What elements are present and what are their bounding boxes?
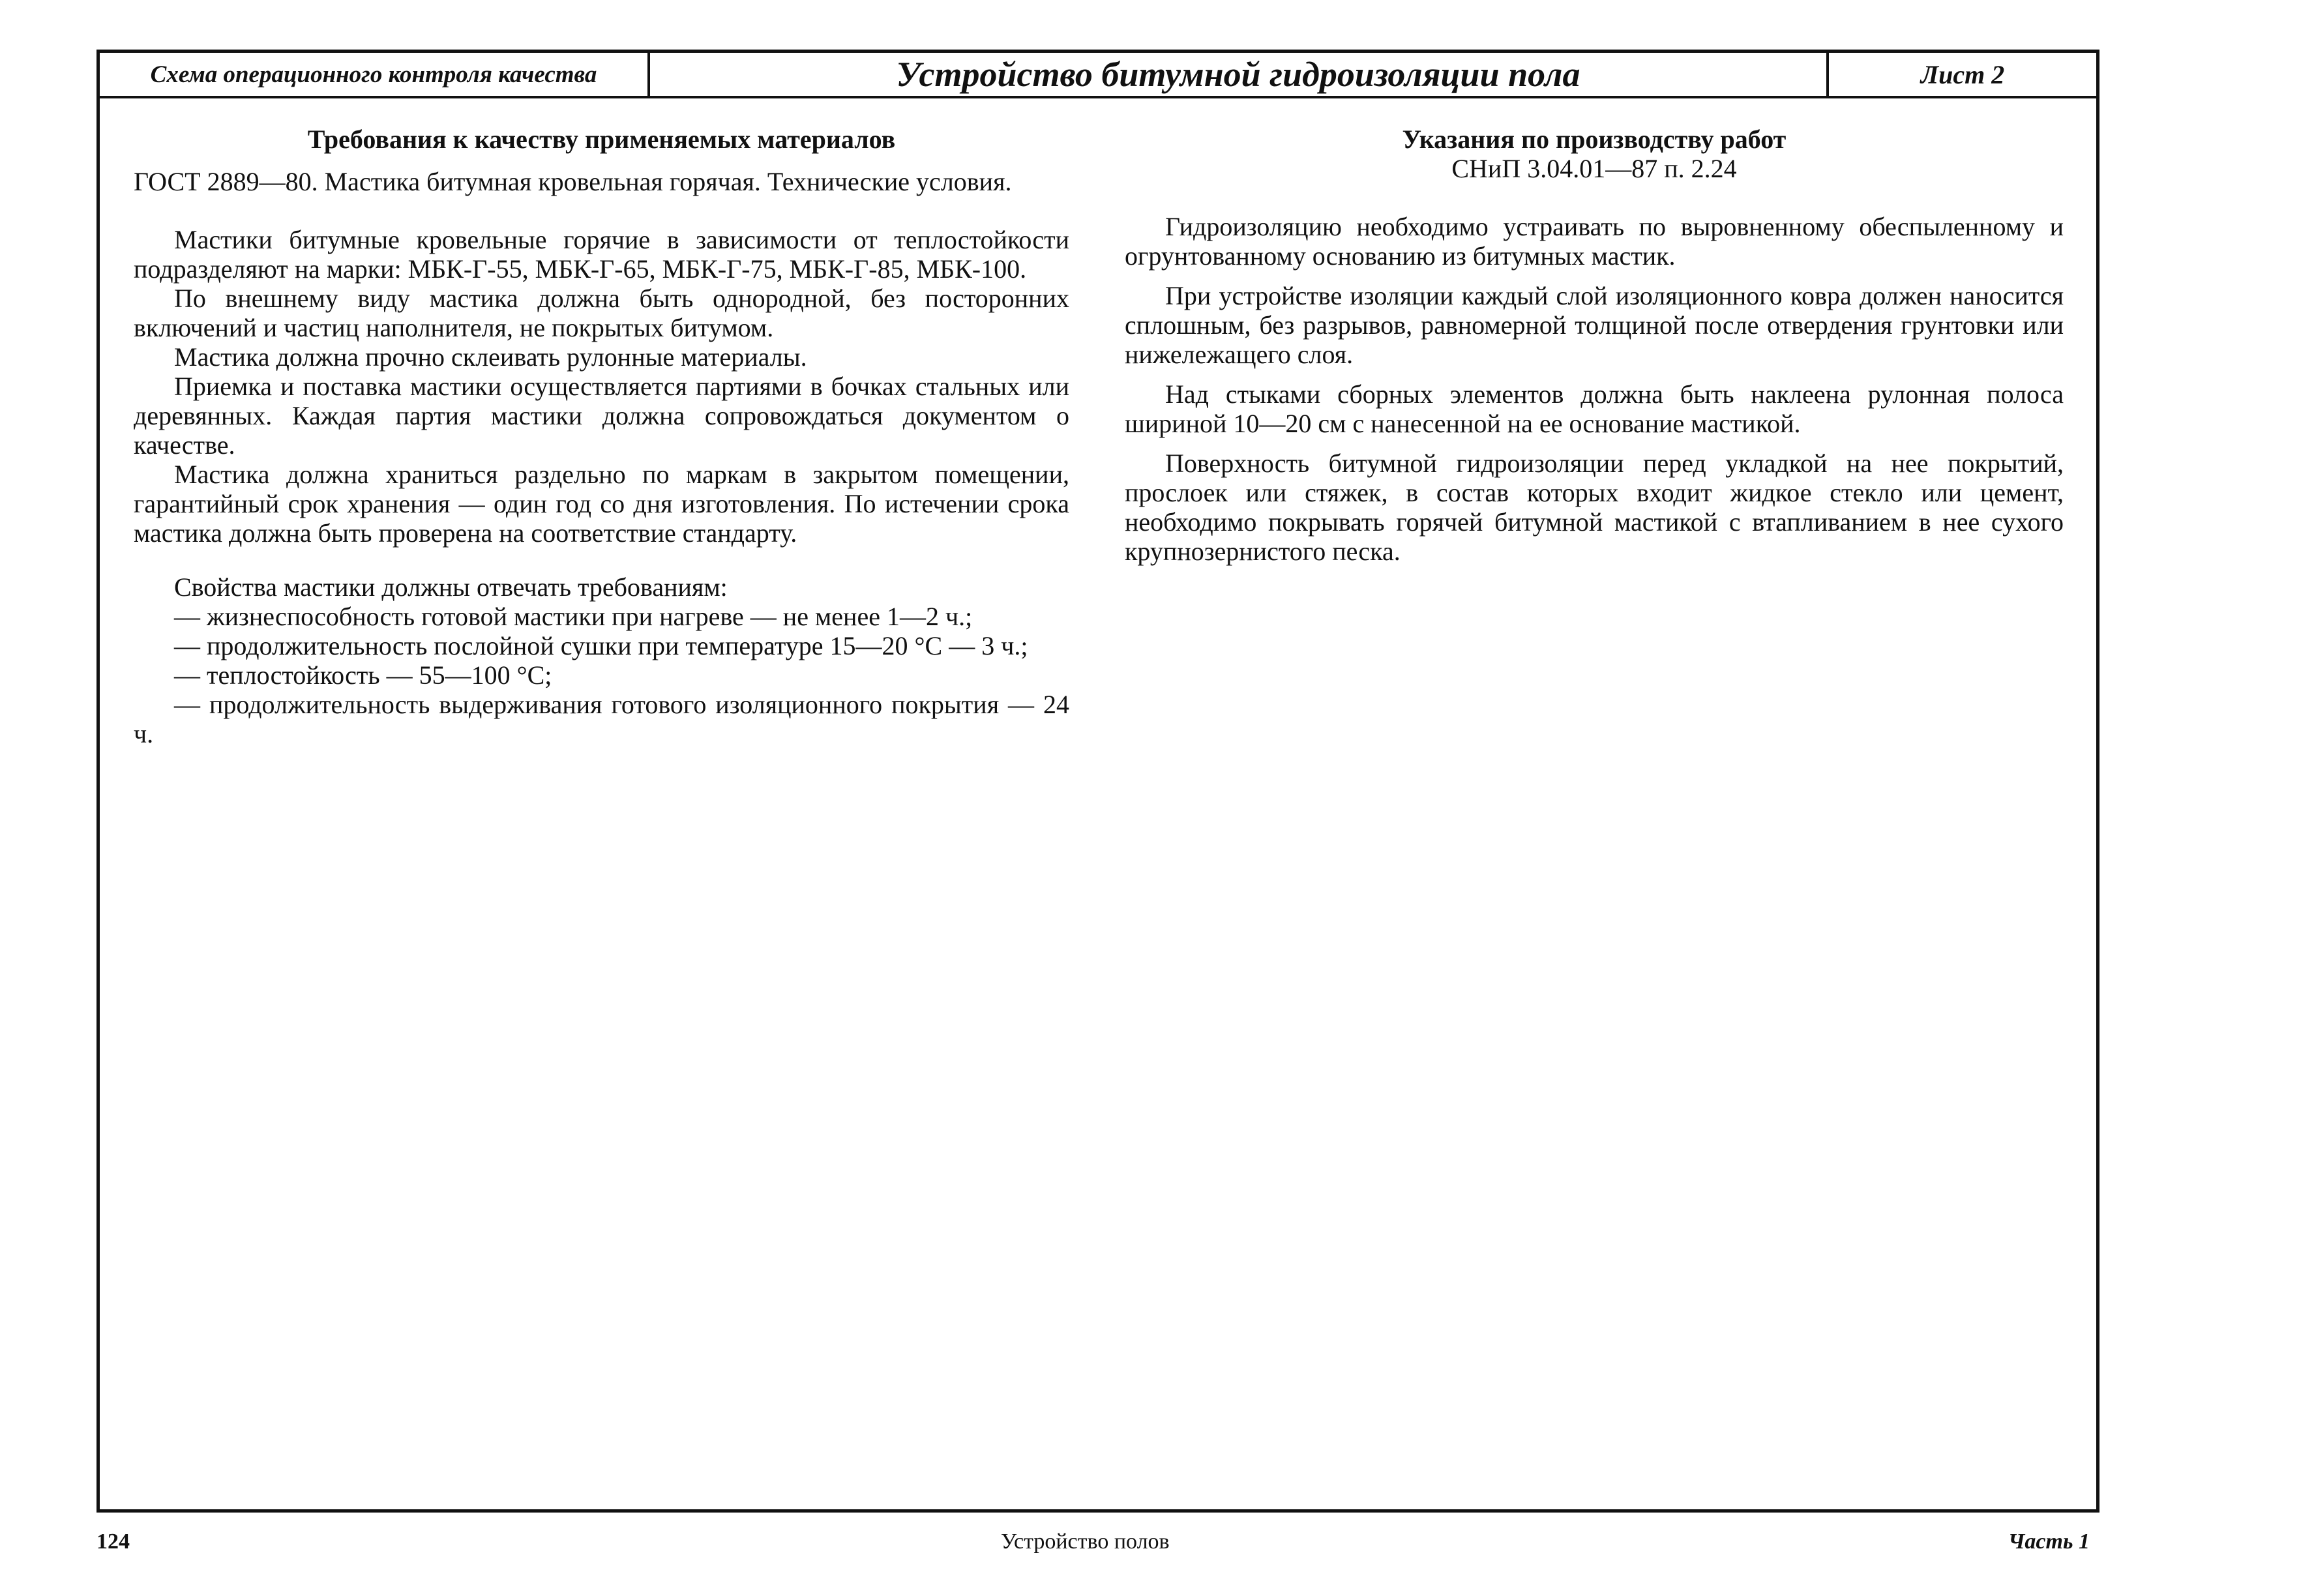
property-item: — жизнеспособность готовой мастики при нагреве — не менее 1—2 ч.; — [174, 602, 973, 631]
paragraph: Над стыками сборных элементов должна быть наклеена рулонная полоса шириной 10—20 см с нанесенной на ее основание мастикой. — [1125, 379, 2064, 438]
paragraph: Мастика должна храниться раздельно по маркам в закрытом помещении, гарантийный срок хранения — один год со дня изготовления. По истечении срока мастика должна быть проверена на соответствие стандарту. — [134, 460, 1069, 548]
paragraph: При устройстве изоляции каждый слой изоляционного ковра должен наносится сплошным, без разрывов, равномерной толщиной после отвердения грунтовки или нижележащего слоя. — [1125, 281, 2064, 369]
sheet-number: Лист 2 — [1920, 59, 2005, 89]
page-frame — [96, 50, 2099, 1513]
materials-section-title: Требования к качеству применяемых материалов — [307, 125, 896, 154]
snip-reference: СНиП 3.04.01—87 п. 2.24 — [1451, 154, 1737, 183]
property-item: — теплостойкость — 55—100 °С; — [174, 660, 552, 690]
footer-part-label: Часть 1 — [2008, 1530, 2090, 1554]
properties-intro: Свойства мастики должны отвечать требованиям: — [174, 572, 728, 602]
paragraph: Поверхность битумной гидроизоляции перед укладкой на нее покрытий, прослоек или стяжек, в состав которых входит жидкое стекло или цемент, необходимо покрывать горячей битумной мастикой с втапливанием в нее сухого крупнозернистого песка. — [1125, 449, 2064, 566]
header-table — [100, 53, 2096, 98]
paragraph: По внешнему виду мастика должна быть однородной, без посторонних включений и частиц наполнителя, не покрытых битумом. — [134, 284, 1069, 342]
paragraph: Гидроизоляцию необходимо устраивать по выровненному обеспыленному и огрунтованному основанию из битумных мастик. — [1125, 212, 2064, 271]
header-left-cell: Схема операционного контроля качества — [150, 61, 597, 88]
paragraph: Мастика должна прочно склеивать рулонные материалы. — [174, 342, 807, 372]
paragraph: Приемка и поставка мастики осуществляется партиями в бочках стальных или деревянных. Каждая партия мастики должна сопровождаться документом о качестве. — [134, 372, 1069, 460]
materials-requirements-section — [134, 125, 1069, 748]
footer-section-title: Устройство полов — [1001, 1530, 1170, 1554]
paragraph: Мастики битумные кровельные горячие в зависимости от теплостойкости подразделяют на марки: МБК-Г-55, МБК-Г-65, МБК-Г-75, МБК-Г-85, МБК-100. — [134, 225, 1069, 284]
work-instructions-section — [1125, 125, 2064, 566]
page-number: 124 — [96, 1530, 130, 1554]
document-title: Устройство битумной гидроизоляции пола — [896, 55, 1580, 94]
instructions-section-title: Указания по производству работ — [1402, 125, 1787, 154]
standard-reference: ГОСТ 2889—80. Мастика битумная кровельная горячая. Технические условия. — [134, 167, 1012, 196]
property-item: — продолжительность послойной сушки при температуре 15—20 °С — 3 ч.; — [174, 631, 1028, 660]
property-item: — продолжительность выдерживания готового изоляционного покрытия — 24 ч. — [134, 690, 1069, 748]
